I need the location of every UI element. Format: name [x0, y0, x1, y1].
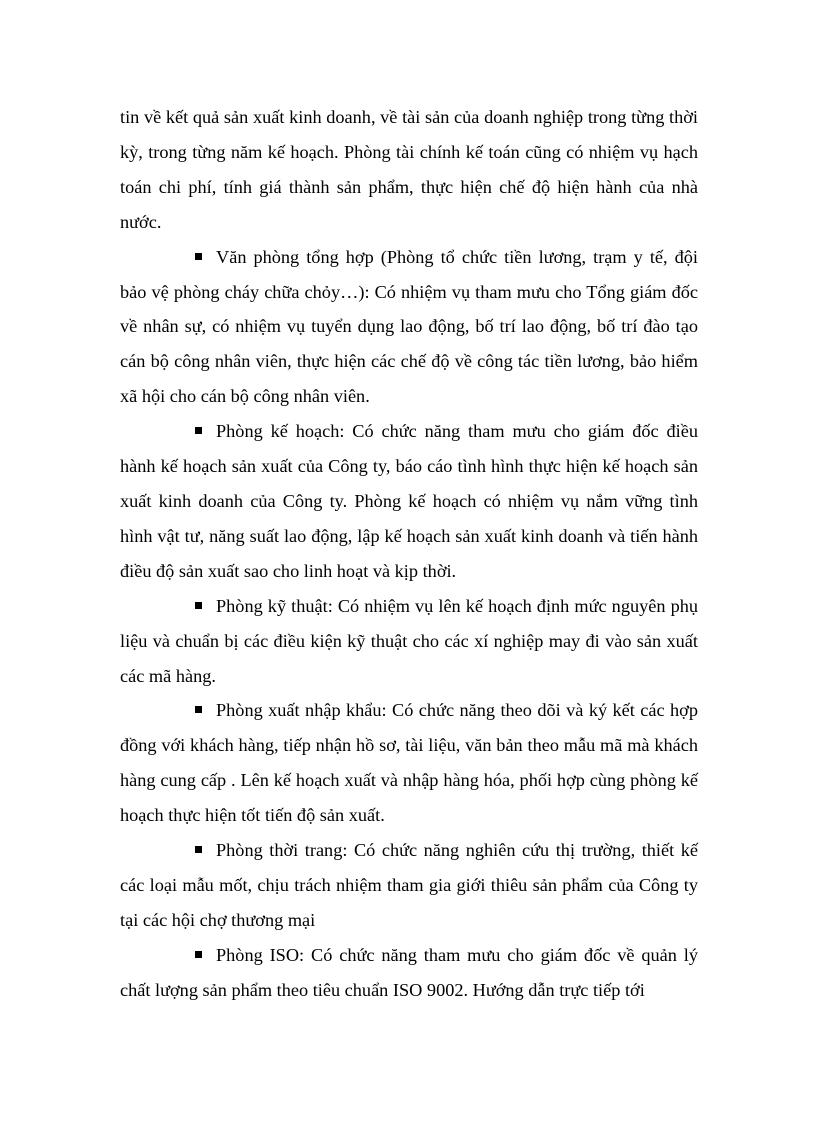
paragraph-text: Phòng kế hoạch: Có chức năng tham mưu cho giám đốc điều hành kế hoạch sản xuất của Công ty, báo cáo tình hình thực hiện kế hoạch sản xuất kinh doanh của Công ty. Phòng kế hoạch có nhiệm vụ nắm vững tình hình vật tư, năng suất lao động, lập kế hoạch sản xuất kinh doanh và tiến hành điều độ sản xuất sao cho linh hoạt và kịp thời. — [120, 421, 698, 581]
square-bullet-icon — [195, 706, 202, 713]
square-bullet-icon — [195, 427, 202, 434]
paragraph-continuation — [120, 100, 698, 240]
paragraph-van-phong-tong-hop — [120, 240, 698, 415]
square-bullet-icon — [195, 602, 202, 609]
document-page — [120, 100, 698, 1008]
paragraph-phong-iso — [120, 938, 698, 1008]
square-bullet-icon — [195, 951, 202, 958]
paragraph-phong-ke-hoach — [120, 414, 698, 589]
paragraph-text: Phòng ISO: Có chức năng tham mưu cho giám đốc về quản lý chất lượng sản phẩm theo tiêu chuẩn ISO 9002. Hướng dẫn trực tiếp tới — [120, 944, 698, 1000]
paragraph-text: tin về kết quả sản xuất kinh doanh, về tài sản của doanh nghiệp trong từng thời kỳ, trong từng năm kế hoạch. Phòng tài chính kế toán cũng có nhiệm vụ hạch toán chi phí, tính giá thành sản phẩm, thực hiện chế độ hiện hành của nhà nước. — [120, 107, 698, 232]
paragraph-text: Phòng kỹ thuật: Có nhiệm vụ lên kế hoạch định mức nguyên phụ liệu và chuẩn bị các điều kiện kỹ thuật cho các xí nghiệp may đi vào sản xuất các mã hàng. — [120, 595, 698, 686]
paragraph-phong-xuat-nhap-khau — [120, 693, 698, 833]
paragraph-text: Phòng xuất nhập khẩu: Có chức năng theo dõi và ký kết các hợp đồng với khách hàng, tiếp nhận hồ sơ, tài liệu, văn bản theo mẫu mã mà khách hàng cung cấp . Lên kế hoạch xuất và nhập hàng hóa, phối hợp cùng phòng kế hoạch thực hiện tốt tiến độ sản xuất. — [120, 700, 698, 826]
square-bullet-icon — [195, 846, 202, 853]
paragraph-phong-ky-thuat — [120, 589, 698, 694]
paragraph-phong-thoi-trang — [120, 833, 698, 938]
square-bullet-icon — [195, 253, 202, 260]
paragraph-text: Văn phòng tổng hợp (Phòng tổ chức tiền lương, trạm y tế, đội bảo vệ phòng cháy chữa chỏy…): Có nhiệm vụ tham mưu cho Tổng giám đốc về nhân sự, có nhiệm vụ tuyển dụng lao động, bố trí lao động, bố trí đào tạo cán bộ công nhân viên, thực hiện các chế độ về công tác tiền lương, bảo hiểm xã hội cho cán bộ công nhân viên. — [120, 246, 698, 407]
paragraph-text: Phòng thời trang: Có chức năng nghiên cứu thị trường, thiết kế các loại mẫu mốt, chịu trách nhiệm tham gia giới thiêu sản phẩm của Công ty tại các hội chợ thương mại — [120, 840, 698, 930]
